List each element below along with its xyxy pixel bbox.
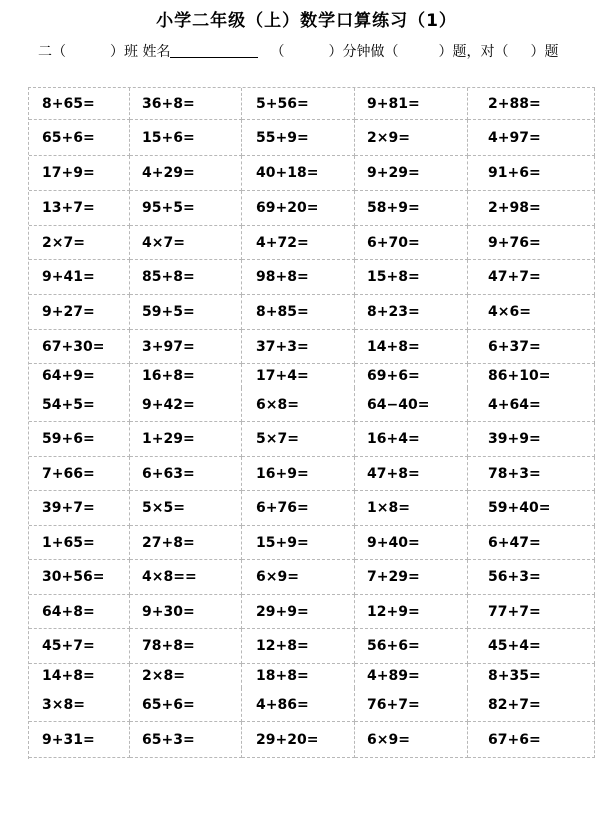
problem-cell: 27+8= bbox=[130, 526, 242, 560]
worksheet-title: 小学二年级（上）数学口算练习（1） bbox=[156, 11, 457, 31]
problem-cell: 8+65= bbox=[29, 88, 130, 120]
problem-cell: 64+9= bbox=[29, 364, 130, 388]
problem-cell: 3×8= bbox=[29, 688, 130, 722]
problem-cell: 5×5= bbox=[130, 491, 242, 526]
problem-cell: 17+9= bbox=[29, 156, 130, 191]
problem-cell: 4+72= bbox=[242, 226, 355, 260]
problem-cell: 1+29= bbox=[130, 422, 242, 457]
problem-cell: 6+37= bbox=[468, 330, 595, 364]
problem-cell: 1×8= bbox=[355, 491, 468, 526]
problem-cell: 9+42= bbox=[130, 388, 242, 422]
problem-cell: 9+27= bbox=[29, 295, 130, 330]
problem-cell: 29+9= bbox=[242, 595, 355, 629]
problem-cell: 8+85= bbox=[242, 295, 355, 330]
problem-cell: 47+7= bbox=[468, 260, 595, 295]
problem-cell: 4×8== bbox=[130, 560, 242, 595]
problem-cell: 4×6= bbox=[468, 295, 595, 330]
problem-cell: 16+8= bbox=[130, 364, 242, 388]
problem-cell: 45+4= bbox=[468, 629, 595, 664]
problem-table bbox=[28, 87, 595, 759]
problem-cell: 98+8= bbox=[242, 260, 355, 295]
problem-cell: 78+3= bbox=[468, 457, 595, 491]
problem-cell: 4+64= bbox=[468, 388, 595, 422]
problem-cell: 15+9= bbox=[242, 526, 355, 560]
problem-cell: 4+89= bbox=[355, 664, 468, 688]
problem-cell: 56+3= bbox=[468, 560, 595, 595]
problem-cell: 6+70= bbox=[355, 226, 468, 260]
problem-cell: 5+56= bbox=[242, 88, 355, 120]
problem-cell: 7+66= bbox=[29, 457, 130, 491]
problem-cell: 13+7= bbox=[29, 191, 130, 226]
problem-cell: 6+76= bbox=[242, 491, 355, 526]
problem-cell: 67+30= bbox=[29, 330, 130, 364]
problem-cell: 47+8= bbox=[355, 457, 468, 491]
problem-cell: 69+20= bbox=[242, 191, 355, 226]
problem-cell: 15+8= bbox=[355, 260, 468, 295]
problem-cell: 6×9= bbox=[355, 722, 468, 758]
problem-cell: 85+8= bbox=[130, 260, 242, 295]
problem-cell: 12+8= bbox=[242, 629, 355, 664]
problem-cell: 12+9= bbox=[355, 595, 468, 629]
problem-cell: 9+40= bbox=[355, 526, 468, 560]
problem-cell: 18+8= bbox=[242, 664, 355, 688]
problem-cell: 16+9= bbox=[242, 457, 355, 491]
correct-label: ）题 bbox=[530, 44, 559, 60]
problem-cell: 4+29= bbox=[130, 156, 242, 191]
problem-cell: 77+7= bbox=[468, 595, 595, 629]
problem-cell: 14+8= bbox=[29, 664, 130, 688]
problem-cell: 82+7= bbox=[468, 688, 595, 722]
problem-cell: 65+6= bbox=[130, 688, 242, 722]
problem-cell: 6+47= bbox=[468, 526, 595, 560]
minutes-label: ）分钟做（ bbox=[328, 44, 399, 60]
problem-cell: 30+56= bbox=[29, 560, 130, 595]
problem-cell: 2×9= bbox=[355, 120, 468, 156]
problem-cell: 54+5= bbox=[29, 388, 130, 422]
problem-cell: 6×8= bbox=[242, 388, 355, 422]
problem-cell: 2+88= bbox=[468, 88, 595, 120]
problem-cell: 65+3= bbox=[130, 722, 242, 758]
student-info-line bbox=[38, 41, 558, 61]
questions-label: ）题，对（ bbox=[438, 44, 509, 60]
problem-cell: 9+41= bbox=[29, 260, 130, 295]
problem-cell: 5×7= bbox=[242, 422, 355, 457]
problem-cell: 59+6= bbox=[29, 422, 130, 457]
problem-cell: 59+5= bbox=[130, 295, 242, 330]
problem-cell: 95+5= bbox=[130, 191, 242, 226]
problem-cell: 4+86= bbox=[242, 688, 355, 722]
problem-cell: 17+4= bbox=[242, 364, 355, 388]
problem-cell: 2+98= bbox=[468, 191, 595, 226]
problem-cell: 39+9= bbox=[468, 422, 595, 457]
problem-cell: 4+97= bbox=[468, 120, 595, 156]
problem-cell: 86+10= bbox=[468, 364, 595, 388]
problem-cell: 3+97= bbox=[130, 330, 242, 364]
problem-cell: 36+8= bbox=[130, 88, 242, 120]
problem-cell: 14+8= bbox=[355, 330, 468, 364]
problem-cell: 9+76= bbox=[468, 226, 595, 260]
problem-cell: 91+6= bbox=[468, 156, 595, 191]
problem-cell: 6×9= bbox=[242, 560, 355, 595]
problem-cell: 55+9= bbox=[242, 120, 355, 156]
problem-cell: 6+63= bbox=[130, 457, 242, 491]
problem-cell: 40+18= bbox=[242, 156, 355, 191]
problem-cell: 65+6= bbox=[29, 120, 130, 156]
problem-cell: 59+40= bbox=[468, 491, 595, 526]
problem-cell: 16+4= bbox=[355, 422, 468, 457]
problem-cell: 45+7= bbox=[29, 629, 130, 664]
problem-cell: 78+8= bbox=[130, 629, 242, 664]
problem-cell: 9+81= bbox=[355, 88, 468, 120]
class-name-label: ）班 姓名 bbox=[110, 44, 171, 60]
problem-cell: 7+29= bbox=[355, 560, 468, 595]
problem-cell: 64+8= bbox=[29, 595, 130, 629]
problem-cell: 76+7= bbox=[355, 688, 468, 722]
problem-cell: 64−40= bbox=[355, 388, 468, 422]
problem-cell: 58+9= bbox=[355, 191, 468, 226]
problem-cell: 29+20= bbox=[242, 722, 355, 758]
problem-cell: 67+6= bbox=[468, 722, 595, 758]
problem-cell: 9+31= bbox=[29, 722, 130, 758]
problem-cell: 15+6= bbox=[130, 120, 242, 156]
problem-cell: 8+35= bbox=[468, 664, 595, 688]
problem-cell: 9+30= bbox=[130, 595, 242, 629]
grade-label: 二（ bbox=[38, 44, 66, 60]
problem-cell: 37+3= bbox=[242, 330, 355, 364]
problem-cell: 4×7= bbox=[130, 226, 242, 260]
problem-grid bbox=[29, 88, 595, 759]
problem-cell: 39+7= bbox=[29, 491, 130, 526]
time-open-label: （ bbox=[270, 44, 285, 60]
name-blank[interactable] bbox=[170, 43, 258, 58]
problem-cell: 8+23= bbox=[355, 295, 468, 330]
problem-cell: 69+6= bbox=[355, 364, 468, 388]
problem-cell: 2×7= bbox=[29, 226, 130, 260]
problem-cell: 9+29= bbox=[355, 156, 468, 191]
problem-cell: 1+65= bbox=[29, 526, 130, 560]
problem-cell: 2×8= bbox=[130, 664, 242, 688]
problem-cell: 56+6= bbox=[355, 629, 468, 664]
